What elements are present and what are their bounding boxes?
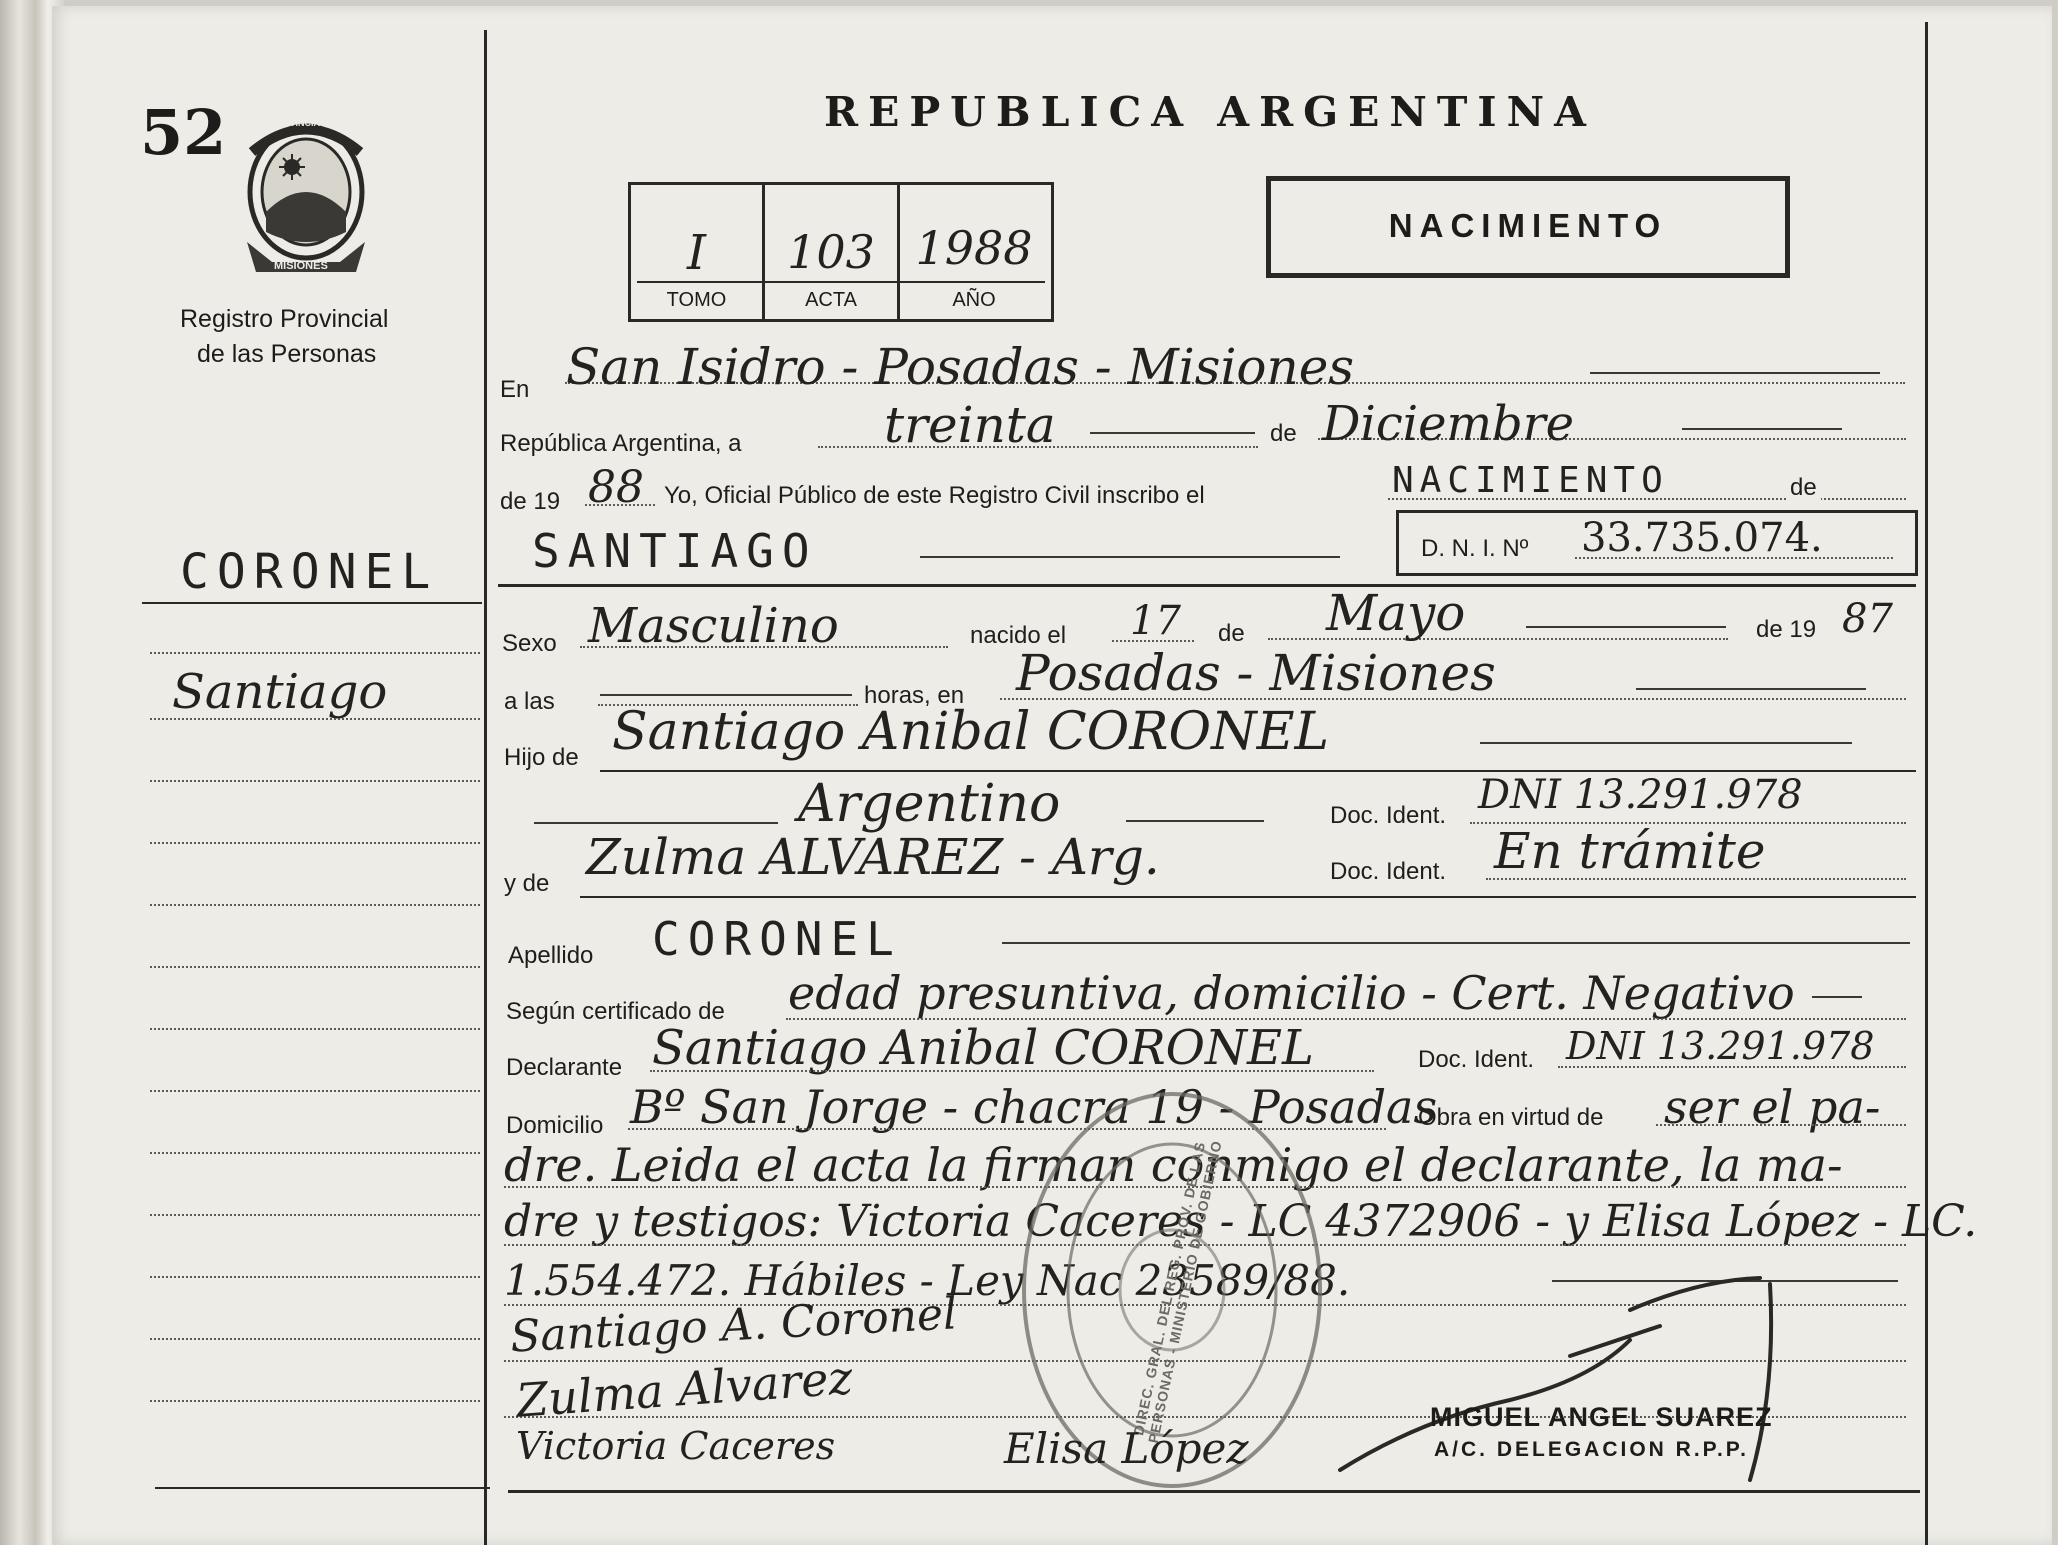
apellido-value: CORONEL xyxy=(652,912,902,966)
right-border xyxy=(1925,22,1928,1545)
birth-de19-label: de 19 xyxy=(1756,616,1817,643)
signature-witness-1: Victoria Caceres xyxy=(516,1424,836,1468)
mother-doc-value: En trámite xyxy=(1494,822,1766,880)
child-name: SANTIAGO xyxy=(532,524,818,578)
father-doc-label: Doc. Ident. xyxy=(1330,802,1447,829)
declarante-label: Declarante xyxy=(506,1054,623,1081)
obra-label: Obra en virtud de xyxy=(1418,1104,1604,1131)
domicilio-value: Bº San Jorge - chacra 19 - Posadas xyxy=(630,1080,1438,1134)
segun-label: Según certificado de xyxy=(506,998,725,1025)
margin-surname: CORONEL xyxy=(180,544,439,600)
official-title: A/C. DELEGACION R.P.P. xyxy=(1434,1438,1749,1461)
country-title: REPUBLICA ARGENTINA xyxy=(824,88,1596,136)
sexo-value: Masculino xyxy=(588,598,839,654)
yo-label: Yo, Oficial Público de este Registro Civil inscribo el xyxy=(664,482,1205,509)
column-divider xyxy=(484,30,487,1545)
tomo-value: I xyxy=(687,225,706,281)
margin-surname-rule xyxy=(142,602,482,604)
birth-de-label: de xyxy=(1218,620,1245,647)
day-value: treinta xyxy=(884,396,1056,454)
text-line-1: dre. Leida el acta la firman conmigo el declarante, la ma- xyxy=(504,1138,1843,1192)
birth-year: 87 xyxy=(1842,596,1893,642)
record-box xyxy=(628,182,1054,322)
mother-name: Zulma ALVAREZ - Arg. xyxy=(586,828,1160,886)
hijo-label: Hijo de xyxy=(504,744,579,771)
ano-value: 1988 xyxy=(915,221,1033,275)
horas-label: horas, en xyxy=(864,682,965,709)
margin-given-name: Santiago xyxy=(172,664,388,720)
registry-name-line1: Registro Provincial xyxy=(180,305,389,333)
inscribo-value: NACIMIENTO xyxy=(1392,460,1669,501)
sexo-label: Sexo xyxy=(502,630,557,657)
father-doc-value: DNI 13.291.978 xyxy=(1478,772,1803,818)
yde-label: y de xyxy=(504,870,550,897)
seal-bottom-text: MISIONES xyxy=(274,260,328,272)
alas-label: a las xyxy=(504,688,555,715)
provincial-seal xyxy=(232,112,380,282)
signature-father: Santiago A. Coronel xyxy=(508,1288,959,1363)
registry-name-line2: de las Personas xyxy=(197,340,377,368)
year-value: 88 xyxy=(588,462,644,513)
dni-value: 33.735.074. xyxy=(1581,515,1823,561)
birth-month: Mayo xyxy=(1326,584,1466,642)
text-line-2: dre y testigos: Victoria Caceres - LC 4372906 - y Elisa López - LC. xyxy=(504,1196,1978,1247)
ano-label: AÑO xyxy=(952,289,996,311)
segun-value: edad presuntiva, domicilio - Cert. Negativo xyxy=(788,966,1795,1020)
seal-top-text: PROVINCIA xyxy=(270,118,321,128)
declarante-doc-label: Doc. Ident. xyxy=(1418,1046,1535,1073)
dni-box xyxy=(1396,510,1918,576)
text-line-3: 1.554.472. Hábiles - Ley Nac 23589/88. xyxy=(504,1256,1351,1305)
declarante-doc-value: DNI 13.291.978 xyxy=(1566,1024,1875,1068)
page-number: 52 xyxy=(140,96,227,169)
de-label: de xyxy=(1270,420,1297,447)
obra-value: ser el pa- xyxy=(1664,1080,1881,1134)
father-name: Santiago Anibal CORONEL xyxy=(612,702,1330,762)
republica-label: República Argentina, a xyxy=(500,430,742,457)
acta-value: 103 xyxy=(787,225,875,279)
domicilio-label: Domicilio xyxy=(506,1112,604,1139)
birth-day: 17 xyxy=(1130,598,1181,644)
de19-label: de 19 xyxy=(500,488,561,515)
apellido-label: Apellido xyxy=(508,942,594,969)
en-value: San Isidro - Posadas - Misiones xyxy=(566,338,1354,396)
de-end-label: de xyxy=(1786,474,1821,502)
nacido-label: nacido el xyxy=(970,622,1067,649)
tomo-label: TOMO xyxy=(666,289,727,311)
birth-place: Posadas - Misiones xyxy=(1016,644,1496,702)
stamp-ring-text: DIREC. GRAL. DEL REG. PROV. DE LAS PERSONAS - MINISTERIO DE GOBIERNO xyxy=(1130,1138,1225,1445)
signature-witness-2: Elisa López xyxy=(1004,1424,1249,1473)
mother-doc-label: Doc. Ident. xyxy=(1330,858,1447,885)
document-type-box xyxy=(1266,176,1790,278)
margin-bottom-rule xyxy=(155,1487,490,1489)
document-type: NACIMIENTO xyxy=(1388,207,1668,244)
en-label: En xyxy=(500,376,530,403)
official-flourish xyxy=(1330,1270,1790,1500)
declarante-value: Santiago Anibal CORONEL xyxy=(652,1020,1314,1076)
official-name: MIGUEL ANGEL SUAREZ xyxy=(1430,1402,1773,1432)
signature-mother: Zulma Alvarez xyxy=(514,1350,855,1428)
father-nationality: Argentino xyxy=(798,774,1061,834)
dni-label: D. N. I. Nº xyxy=(1421,535,1529,562)
acta-label: ACTA xyxy=(805,289,857,311)
month-value: Diciembre xyxy=(1322,396,1575,452)
